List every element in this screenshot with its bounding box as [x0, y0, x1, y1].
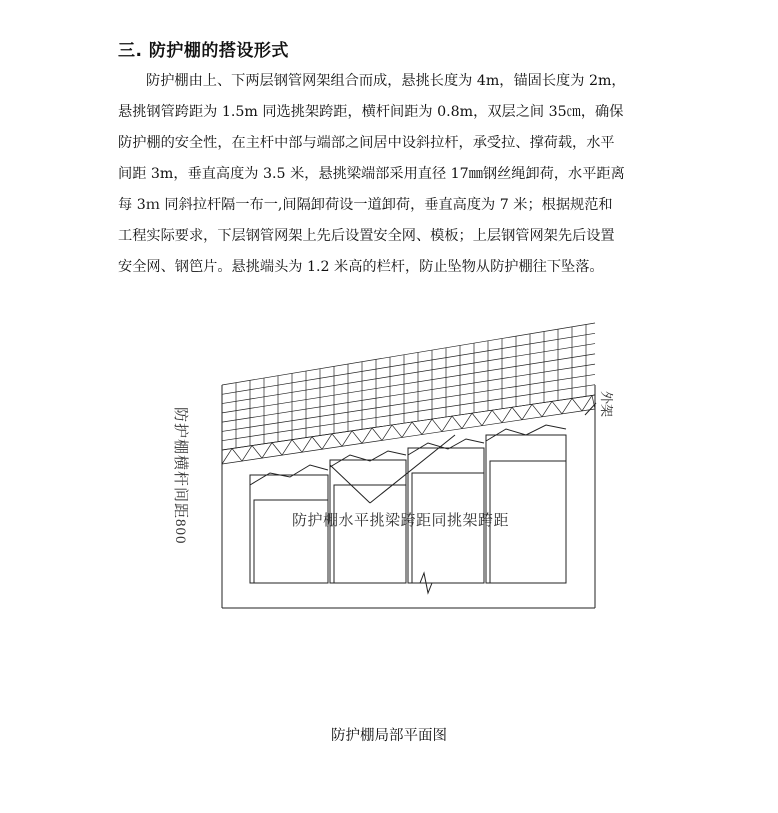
paragraph-line: 每 3ｍ 同斜拉杆隔一布一,间隔卸荷设一道卸荷，垂直高度为 7 米；根据规范和 — [118, 197, 613, 213]
figure-caption: 防护棚局部平面图 — [331, 728, 447, 744]
outer-frame-label: 外架 — [599, 391, 614, 418]
paragraph-line: 工程实际要求，下层钢管网架上先后设置安全网、模板；上层钢管网架先后设置 — [118, 228, 615, 244]
mesh-grid — [222, 323, 595, 450]
protective-shed-plan-drawing — [170, 315, 614, 615]
paragraph-line: 防护棚的安全性，在主杆中部与端部之间居中设斜拉杆，承受拉、撑荷载，水平 — [118, 135, 615, 151]
horizontal-span-label: 防护棚水平挑梁跨距同挑架跨距 — [292, 513, 510, 529]
paragraph-line: 间距 3m，垂直高度为 3.5 米，悬挑梁端部采用直径 17㎜钢丝绳卸荷，水平距离 — [118, 166, 625, 182]
body-paragraph — [118, 66, 678, 283]
vertical-dimension-label: 防护棚横杆间距800 — [172, 407, 188, 545]
paragraph-line: 安全网、钢笆片。悬挑端头为 1.2 米高的栏杆，防止坠物从防护棚往下坠落。 — [118, 259, 604, 275]
section-heading: 三. 防护棚的搭设形式 — [118, 41, 289, 61]
paragraph-line: 悬挑钢管跨距为 1.5m 同选挑架跨距，横杆间距为 0.8m，双层之间 35㎝，确保 — [118, 104, 624, 120]
paragraph-line: 防护棚由上、下两层钢管网架组合而成，悬挑长度为 4m，锚固长度为 2m， — [146, 73, 626, 89]
